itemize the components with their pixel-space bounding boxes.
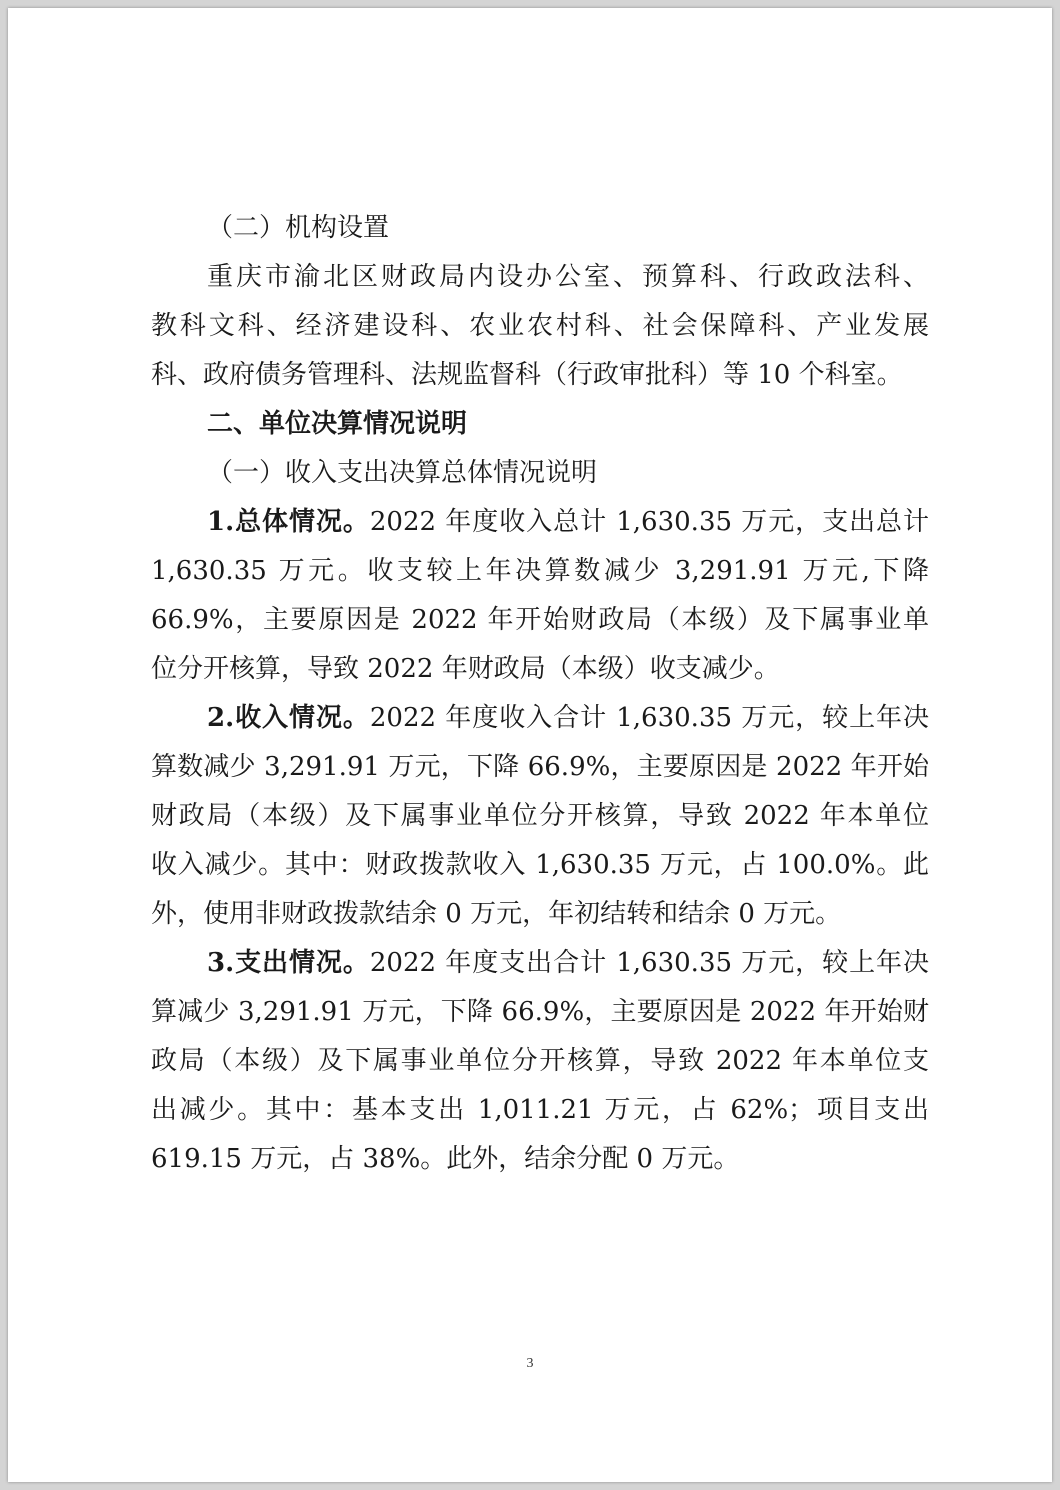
para1-line: 1,630.35 万元。收支较上年决算数减少 3,291.91 万元,下降 xyxy=(151,556,929,586)
para3-label: 3.支出情况。 xyxy=(207,948,370,978)
para2-line: 财政局（本级）及下属事业单位分开核算，导致 2022 年本单位 xyxy=(151,801,929,831)
para2-label: 2.收入情况。 xyxy=(207,703,370,733)
document-body xyxy=(151,204,929,1184)
para3-line: 政局（本级）及下属事业单位分开核算，导致 2022 年本单位支 xyxy=(151,1046,929,1076)
org-heading: （二）机构设置 xyxy=(207,213,390,243)
para3-line: 算减少 3,291.91 万元，下降 66.9%，主要原因是 2022 年开始财 xyxy=(151,997,929,1027)
para3-first-line xyxy=(151,939,929,988)
para2-first-line xyxy=(151,694,929,743)
para1-line: 66.9%，主要原因是 2022 年开始财政局（本级）及下属事业单 xyxy=(151,605,929,635)
para3-line: 619.15 万元，占 38%。此外，结余分配 0 万元。 xyxy=(151,1144,740,1174)
para1-text: 2022 年度收入总计 1,630.35 万元，支出总计 xyxy=(369,507,929,537)
para1-line: 位分开核算，导致 2022 年财政局（本级）收支减少。 xyxy=(151,654,780,684)
org-text-line: 科、政府债务管理科、法规监督科（行政审批科）等 10 个科室。 xyxy=(151,360,903,390)
org-text-line: 重庆市渝北区财政局内设办公室、预算科、行政政法科、 xyxy=(207,262,929,292)
para1-label: 1.总体情况。 xyxy=(207,507,370,537)
org-text-line: 教科文科、经济建设科、农业农村科、社会保障科、产业发展 xyxy=(151,311,929,341)
para2-line: 收入减少。其中：财政拨款收入 1,630.35 万元，占 100.0%。此 xyxy=(151,850,929,880)
subsection1-heading: （一）收入支出决算总体情况说明 xyxy=(207,458,598,488)
para3-line: 出减少。其中：基本支出 1,011.21 万元，占 62%；项目支出 xyxy=(151,1095,929,1125)
para2-text: 2022 年度收入合计 1,630.35 万元，较上年决 xyxy=(369,703,929,733)
section2-heading: 二、单位决算情况说明 xyxy=(207,409,468,439)
para3-text: 2022 年度支出合计 1,630.35 万元，较上年决 xyxy=(369,948,929,978)
para2-line: 算数减少 3,291.91 万元，下降 66.9%，主要原因是 2022 年开始 xyxy=(151,752,929,782)
para1-first-line xyxy=(151,498,929,547)
document-page xyxy=(8,8,1052,1482)
page-number: 3 xyxy=(526,1356,534,1371)
para2-line: 外，使用非财政拨款结余 0 万元，年初结转和结余 0 万元。 xyxy=(151,899,842,929)
